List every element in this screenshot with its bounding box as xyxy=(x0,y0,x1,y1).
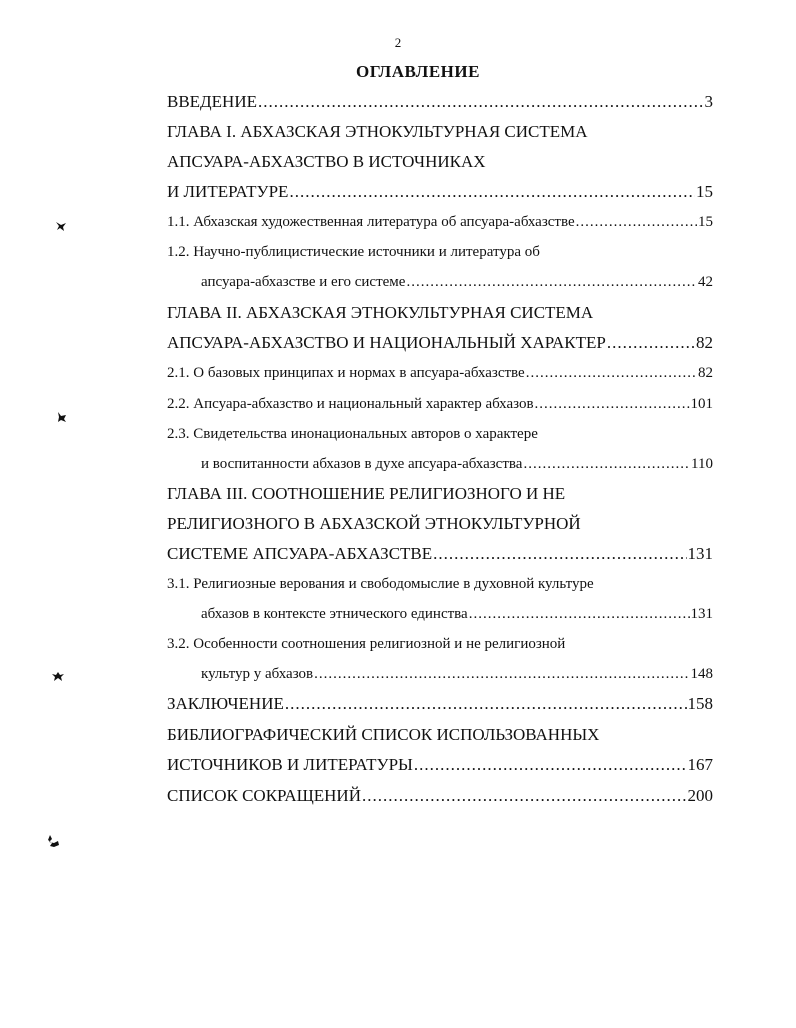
toc-entry-page: 82 xyxy=(698,365,713,381)
toc-entry-page: 148 xyxy=(690,666,713,682)
dot-leader xyxy=(433,544,686,564)
toc-entry-label: 3.1. Религиозные верования и свободомыслие в духовной культуре xyxy=(167,576,594,592)
dot-leader xyxy=(285,694,687,714)
dot-leader xyxy=(576,214,697,231)
toc-entry-label: СПИСОК СОКРАЩЕНИЙ xyxy=(167,786,361,805)
toc-entry-page: 158 xyxy=(687,694,713,713)
toc-entry-page: 110 xyxy=(691,456,713,472)
dot-leader xyxy=(535,396,690,413)
toc-entry-label: ГЛАВА III. СООТНОШЕНИЕ РЕЛИГИОЗНОГО И НЕ xyxy=(167,484,566,503)
dot-leader xyxy=(469,606,690,623)
toc-section-1-2-line-1 xyxy=(167,244,713,261)
toc-entry-label: 2.2. Апсуара-абхазство и национальный характер абхазов xyxy=(167,396,534,412)
toc-chapter-3-line-1 xyxy=(167,484,713,504)
toc-entry-label: 2.3. Свидетельства инонациональных авторов о характере xyxy=(167,426,538,442)
toc-section-3-1-line-2 xyxy=(201,606,713,623)
toc-entry-bibliography-line-2 xyxy=(167,755,713,775)
toc-entry-page: 3 xyxy=(704,92,713,111)
dot-leader xyxy=(314,666,689,683)
toc-entry-label: ИСТОЧНИКОВ И ЛИТЕРАТУРЫ xyxy=(167,755,413,774)
toc-entry-label: ГЛАВА I. АБХАЗСКАЯ ЭТНОКУЛЬТУРНАЯ СИСТЕМА xyxy=(167,122,588,141)
toc-section-3-2-line-2 xyxy=(201,666,713,683)
toc-entry-label: АПСУАРА-АБХАЗСТВО В ИСТОЧНИКАХ xyxy=(167,152,486,171)
toc-entry-page: 167 xyxy=(687,755,713,774)
toc-entry-label: 3.2. Особенности соотношения религиозной и не религиозной xyxy=(167,636,566,652)
toc-chapter-3-line-3 xyxy=(167,544,713,564)
dot-leader xyxy=(289,182,695,202)
scan-mark-icon xyxy=(46,833,62,849)
toc-entry-page: 131 xyxy=(690,606,713,622)
page-title: ОГЛАВЛЕНИЕ xyxy=(356,62,480,81)
toc-entry-bibliography-line-1 xyxy=(167,725,713,745)
toc-entry-label: БИБЛИОГРАФИЧЕСКИЙ СПИСОК ИСПОЛЬЗОВАННЫХ xyxy=(167,725,600,744)
toc-entry-conclusion xyxy=(167,694,713,714)
toc-entry-label: абхазов в контексте этнического единства xyxy=(201,606,468,622)
toc-entry-label: апсуара-абхазстве и его системе xyxy=(201,274,406,290)
toc-section-2-3-line-1 xyxy=(167,426,713,443)
toc-section-2-1 xyxy=(167,365,713,382)
toc-entry-intro xyxy=(167,92,713,112)
dot-leader xyxy=(523,456,690,473)
toc-entry-page: 101 xyxy=(690,396,713,412)
dot-leader xyxy=(406,274,697,291)
page-number: 2 xyxy=(394,35,402,50)
dot-leader xyxy=(607,333,695,353)
toc-entry-label: ЗАКЛЮЧЕНИЕ xyxy=(167,694,284,713)
toc-chapter-2-line-1 xyxy=(167,303,713,323)
toc-chapter-2-line-2 xyxy=(167,333,713,353)
toc-entry-label: АПСУАРА-АБХАЗСТВО И НАЦИОНАЛЬНЫЙ ХАРАКТЕР xyxy=(167,333,606,352)
toc-entry-page: 200 xyxy=(687,786,713,805)
dot-leader xyxy=(258,92,704,112)
dot-leader xyxy=(526,365,697,382)
toc-entry-label: культур у абхазов xyxy=(201,666,314,682)
toc-chapter-1-line-3 xyxy=(167,182,713,202)
toc-entry-label: ГЛАВА II. АБХАЗСКАЯ ЭТНОКУЛЬТУРНАЯ СИСТЕМА xyxy=(167,303,594,322)
toc-entry-page: 42 xyxy=(698,274,713,290)
toc-chapter-1-line-2 xyxy=(167,152,713,172)
scan-mark-icon xyxy=(55,410,69,424)
toc-entry-label: и воспитанности абхазов в духе апсуара-абхазства xyxy=(201,456,523,472)
toc-entry-abbreviations xyxy=(167,786,713,806)
toc-entry-label: ВВЕДЕНИЕ xyxy=(167,92,257,111)
toc-section-2-3-line-2 xyxy=(201,456,713,473)
scan-mark-icon xyxy=(51,670,65,682)
toc-section-1-2-line-2 xyxy=(201,274,713,291)
dot-leader xyxy=(362,786,687,806)
toc-entry-label: РЕЛИГИОЗНОГО В АБХАЗСКОЙ ЭТНОКУЛЬТУРНОЙ xyxy=(167,514,581,533)
toc-entry-label: 2.1. О базовых принципах и нормах в апсуара-абхазстве xyxy=(167,365,525,381)
toc-entry-page: 15 xyxy=(696,182,713,201)
toc-section-1-1 xyxy=(167,214,713,231)
toc-chapter-1-line-1 xyxy=(167,122,713,142)
toc-section-3-2-line-1 xyxy=(167,636,713,653)
scan-mark-icon xyxy=(54,219,68,233)
dot-leader xyxy=(414,755,687,775)
toc-entry-label: И ЛИТЕРАТУРЕ xyxy=(167,182,289,201)
toc-entry-page: 15 xyxy=(698,214,713,230)
toc-entry-page: 82 xyxy=(696,333,713,352)
toc-entry-page: 131 xyxy=(687,544,713,563)
toc-entry-label: 1.2. Научно-публицистические источники и литература об xyxy=(167,244,540,260)
toc-section-2-2 xyxy=(167,396,713,413)
toc-entry-label: СИСТЕМЕ АПСУАРА-АБХАЗСТВЕ xyxy=(167,544,433,563)
toc-chapter-3-line-2 xyxy=(167,514,713,534)
toc-entry-label: 1.1. Абхазская художественная литература об апсуара-абхазстве xyxy=(167,214,575,230)
toc-section-3-1-line-1 xyxy=(167,576,713,593)
